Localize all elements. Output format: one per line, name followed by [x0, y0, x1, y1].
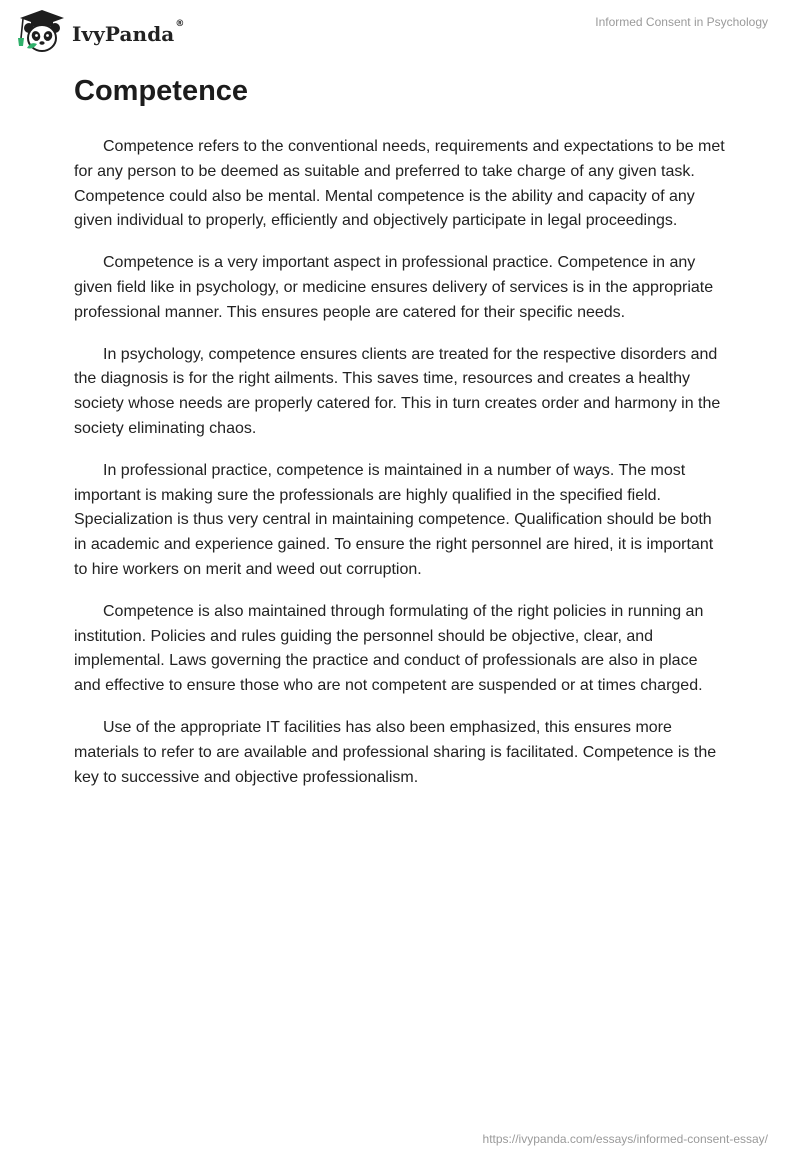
paragraph-1: Competence refers to the conventional needs, requirements and expectations to be met for any person to be deemed as suitable and preferred to take charge of any given task. Competence could also be mental. Mental competence is the ability and capacity of any given individual to properly, efficiently and objectively participate in legal proceedings.: [74, 138, 725, 230]
document-title: Informed Consent in Psychology: [595, 15, 768, 29]
brand-logo-link[interactable]: [14, 8, 184, 54]
paragraph-2: Competence is a very important aspect in professional practice. Competence in any given field like in psychology, or medicine ensures delivery of services is in the appropriate professional manner. This ensures people are catered for their specific needs.: [74, 254, 714, 321]
paragraph-4: In professional practice, competence is maintained in a number of ways. The most important is making sure the professionals are highly qualified in the specified field. Specialization is thus very central in maintaining competence. Qualification should be both in academic and experience gained. To ensure the right personnel are hired, it is important to hire workers on merit and weed out corruption.: [74, 461, 714, 578]
paragraph-6: Use of the appropriate IT facilities has also been emphasized, this ensures more materials to refer to are available and professional sharing is facilitated. Competence is the key to successive and objective professionalism.: [74, 718, 717, 786]
page-header: [0, 0, 800, 60]
paragraph-5: Competence is also maintained through formulating of the right policies in running an institution. Policies and rules guiding the personnel should be objective, clear, and implemental. Laws governing the practice and conduct of professionals are also in place and effective to ensure those who are not competent are suspended or at times charged.: [74, 602, 704, 695]
registered-mark: ®: [175, 19, 185, 29]
panda-graduate-icon: [14, 8, 70, 54]
section-heading: Competence: [74, 75, 249, 107]
brand-name-text: IvyPanda: [72, 22, 175, 46]
source-url-link[interactable]: https://ivypanda.com/essays/informed-consent-essay/: [482, 1132, 768, 1146]
paragraph-3: In psychology, competence ensures clients are treated for the respective disorders and the diagnosis is for the right ailments. This saves time, resources and creates a healthy society whose needs are properly catered for. This in turn creates order and harmony in the society eliminating chaos.: [74, 345, 721, 437]
article-body: [74, 72, 728, 790]
brand-name: [72, 19, 185, 46]
